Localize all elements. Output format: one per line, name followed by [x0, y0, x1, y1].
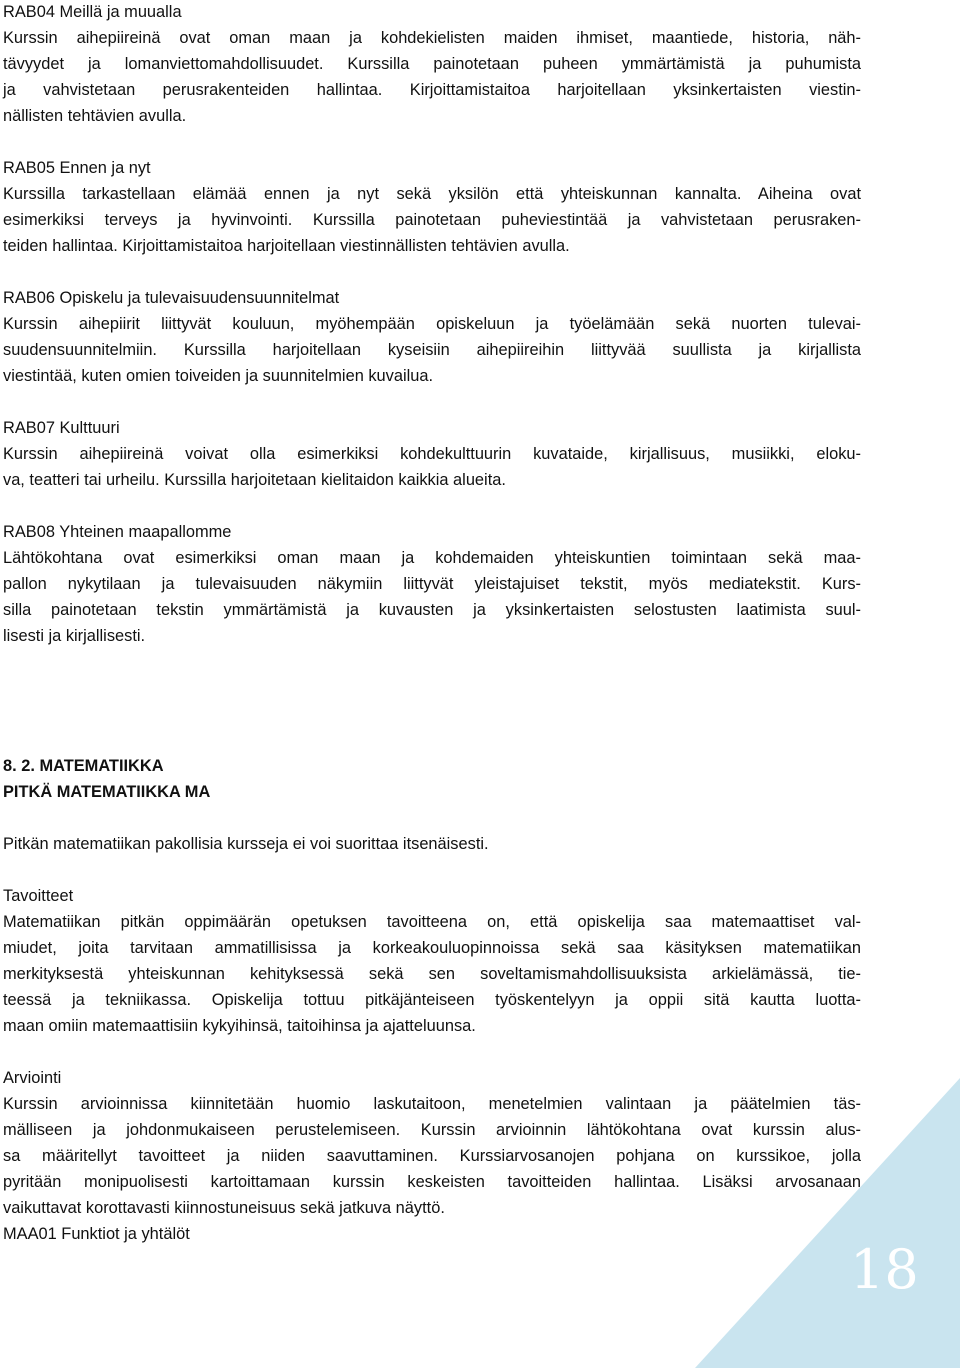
intro-text: Pitkän matematiikan pakollisia kursseja ei voi suorittaa itsenäisesti. [3, 835, 489, 853]
paragraph-line: esimerkiksi terveys ja hyvinvointi. Kurssilla painotetaan puheviestintää ja vahvistetaan perusraken- [3, 211, 861, 229]
paragraph-line: suudensuunnitelmiin. Kurssilla harjoitellaan kyseisiin aihepiireihin liittyvää suullista ja kirjallista [3, 341, 861, 359]
paragraph-line: pyritään monipuolisesti kartoittamaan kurssin keskeisten tavoitteiden hallintaa. Lisäksi arvosanaan [3, 1173, 861, 1191]
goals-heading: Tavoitteet [3, 887, 74, 905]
paragraph-line: vaikuttavat korottavasti kiinnostuneisuus sekä jatkuva näyttö. [3, 1199, 445, 1217]
paragraph-line: Kurssin aihepiirit liittyvät kouluun, myöhempään opiskeluun ja työelämään sekä nuorten tulevai- [3, 315, 861, 333]
paragraph-line: va, teatteri tai urheilu. Kurssilla harjoitetaan kielitaidon kaikkia alueita. [3, 471, 506, 489]
paragraph-line: Kurssin aihepiireinä ovat oman maan ja kohdekielisten maiden ihmiset, maantiede, historia, näh- [3, 29, 861, 47]
paragraph-line: Matematiikan pitkän oppimäärän opetuksen tavoitteena on, että opiskelija saa matemaattiset val- [3, 913, 861, 931]
paragraph-line: Lähtökohtana ovat esimerkiksi oman maan ja kohdemaiden yhteiskuntien toimintaan sekä maa- [3, 549, 861, 567]
paragraph-line: silla painotetaan tekstin ymmärtämistä ja kuvausten ja yksinkertaisten selostusten laatimista suul- [3, 601, 861, 619]
paragraph-line: lisesti ja kirjallisesti. [3, 627, 146, 645]
course-heading: MAA01 Funktiot ja yhtälöt [3, 1225, 190, 1243]
paragraph-line: pallon nykytilaan ja tulevaisuuden näkymiin liittyvät yleistajuiset tekstit, myös mediatekstit. Kurs- [3, 575, 861, 593]
paragraph-line: teiden hallintaa. Kirjoittamistaitoa harjoitellaan viestinnällisten tehtävien avulla. [3, 237, 570, 255]
paragraph-line: mälliseen ja johdonmukaiseen perustelemiseen. Kurssin arvioinnin lähtökohtana ovat kurssin alus- [3, 1121, 861, 1139]
paragraph-line: maan omiin matemaattisiin kykyihinsä, taitoihinsa ja ajatteluunsa. [3, 1017, 476, 1035]
paragraph-line: tävyydet ja lomanviettomahdollisuudet. Kurssilla painotetaan puheen ymmärtämistä ja puhumista [3, 55, 861, 73]
paragraph-line: merkityksestä yhteiskunnan kehityksessä sekä sen soveltamismahdollisuuksista arkielämässä, tie- [3, 965, 861, 983]
paragraph-line: viestintää, kuten omien toiveiden ja suunnitelmien kuvailua. [3, 367, 434, 385]
paragraph-line: teessä ja tekniikassa. Opiskelija tottuu pitkäjänteiseen työskentelyyn ja oppii sitä kautta luotta- [3, 991, 861, 1009]
section-heading: RAB04 Meillä ja muualla [3, 3, 182, 21]
section-heading: RAB08 Yhteinen maapallomme [3, 523, 232, 541]
paragraph-line: Kurssin aihepiireinä voivat olla esimerkiksi kohdekulttuurin kuvataide, kirjallisuus, musiikki, eloku- [3, 445, 861, 463]
section-heading: RAB06 Opiskelu ja tulevaisuudensuunnitelmat [3, 289, 340, 307]
chapter-title: 8. 2. MATEMATIIKKA [3, 757, 164, 775]
subject-title: PITKÄ MATEMATIIKKA MA [3, 783, 211, 801]
paragraph-line: Kurssilla tarkastellaan elämää ennen ja nyt sekä yksilön että yhteiskunnan kannalta. Aiheina ovat [3, 185, 861, 203]
section-heading: RAB05 Ennen ja nyt [3, 159, 151, 177]
paragraph-line: Kurssin arvioinnissa kiinnitetään huomio laskutaitoon, menetelmien valintaan ja päätelmien täs- [3, 1095, 861, 1113]
paragraph-line: ja vahvistetaan perusrakenteiden hallintaa. Kirjoittamistaitoa harjoitellaan yksinkertaisten viestin- [3, 81, 861, 99]
section-heading: RAB07 Kulttuuri [3, 419, 120, 437]
paragraph-line: nällisten tehtävien avulla. [3, 107, 187, 125]
page-number: 18 [850, 1238, 919, 1301]
paragraph-line: sa määritellyt tavoitteet ja niiden saavuttaminen. Kurssiarvosanojen pohjana on kurssikoe, jolla [3, 1147, 861, 1165]
paragraph-line: miudet, joita tarvitaan ammatillisissa ja korkeakouluopinnoissa sekä saa käsityksen matematiikan [3, 939, 861, 957]
assessment-heading: Arviointi [3, 1069, 62, 1087]
